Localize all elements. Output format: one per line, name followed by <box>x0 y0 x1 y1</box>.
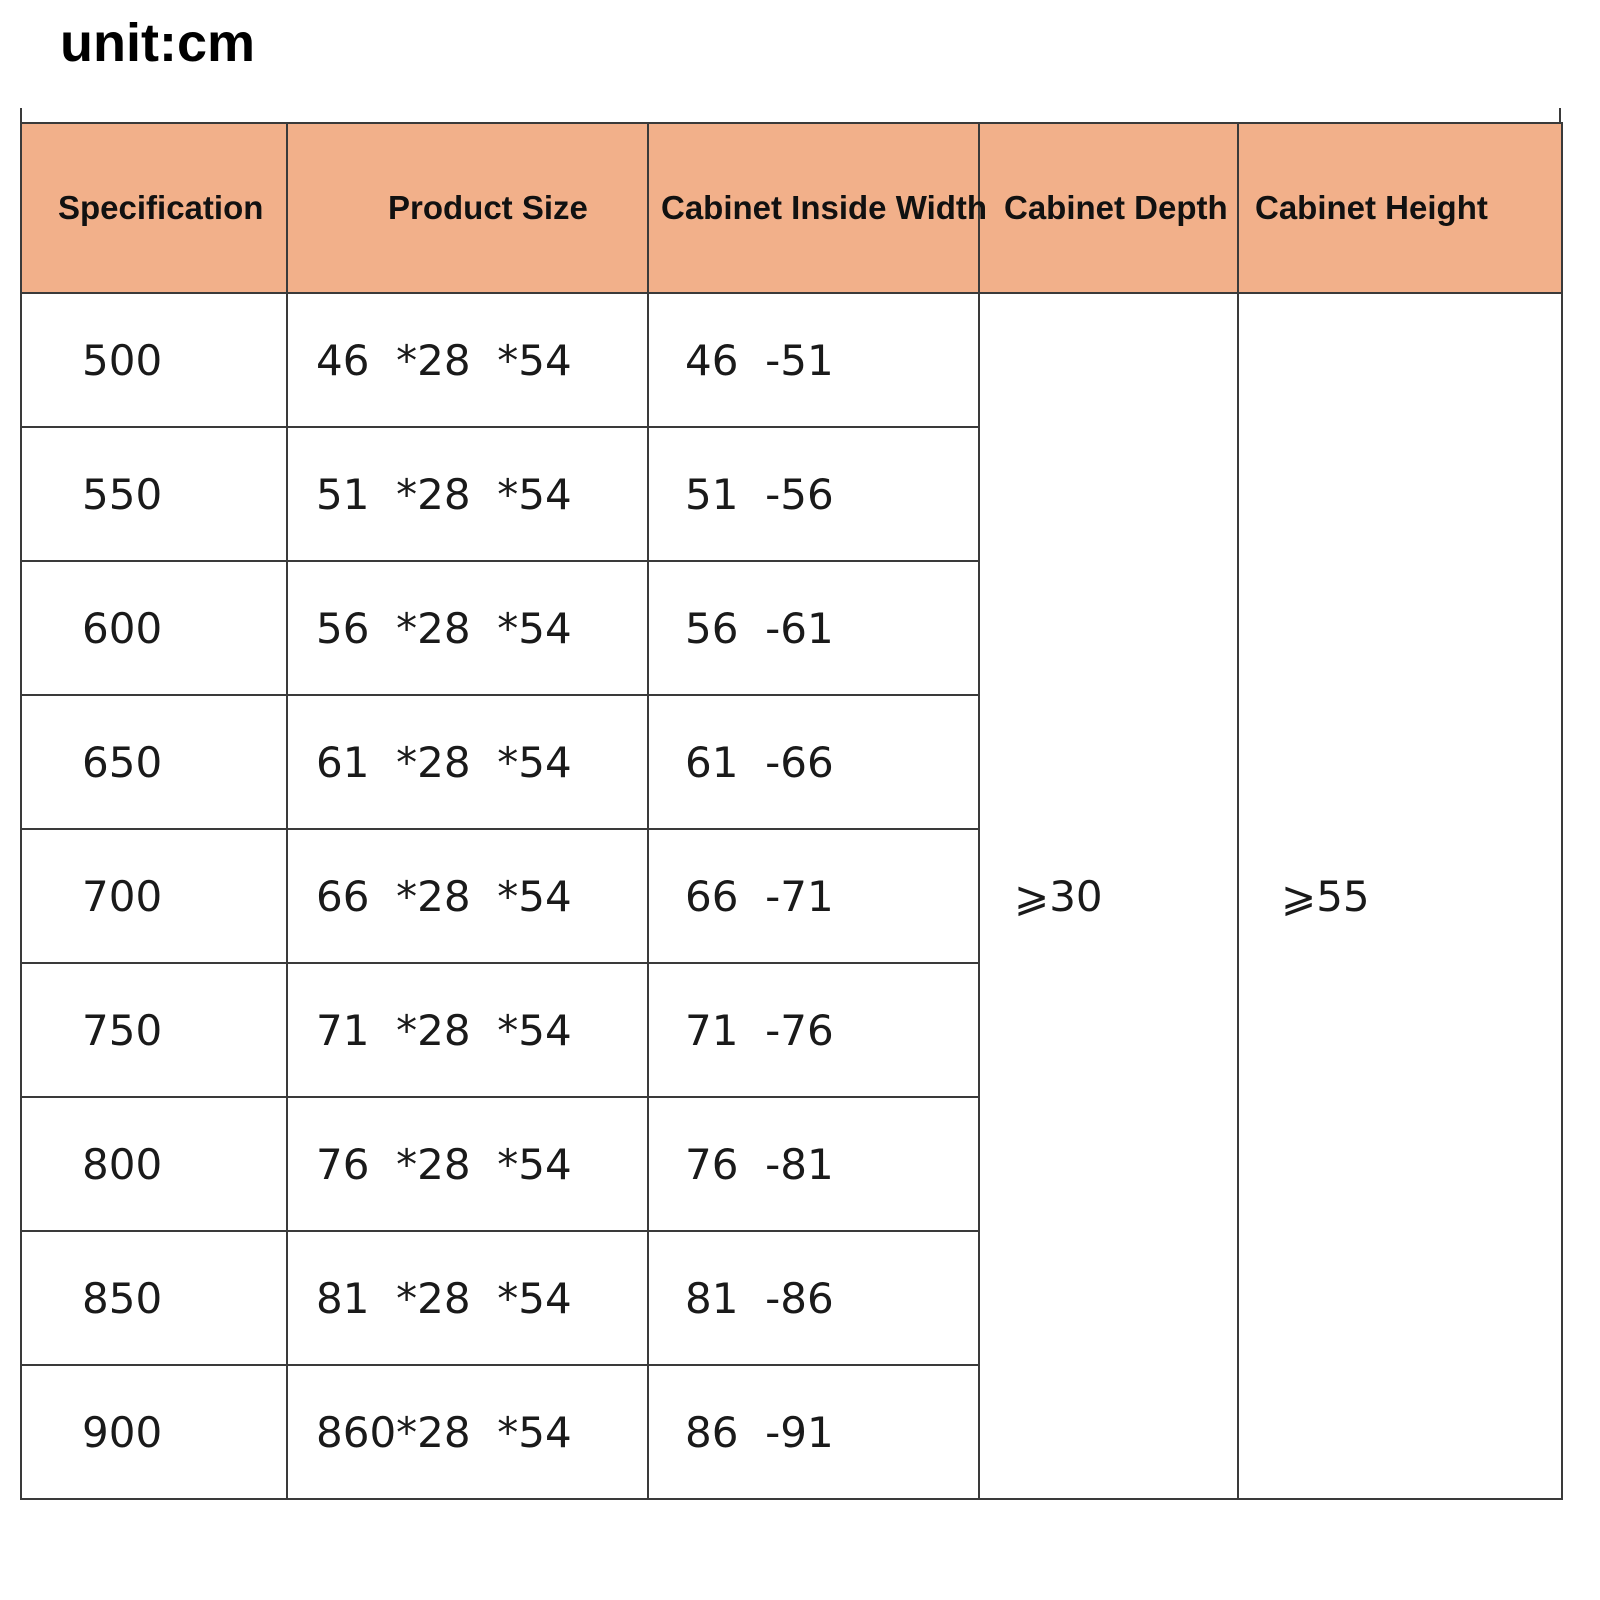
header-product-size: Product Size <box>287 123 648 293</box>
cell-product-size: 51 *28 *54 <box>287 427 648 561</box>
header-cabinet-depth: Cabinet Depth <box>979 123 1238 293</box>
unit-label: unit:cm <box>60 13 255 73</box>
cell-cabinet-inside-width: 56 -61 <box>648 561 979 695</box>
header-specification: Specification <box>21 123 287 293</box>
cell-cabinet-inside-width: 86 -91 <box>648 1365 979 1499</box>
cell-product-size: 56 *28 *54 <box>287 561 648 695</box>
cell-cabinet-inside-width: 61 -66 <box>648 695 979 829</box>
specification-table <box>20 122 1563 1500</box>
cell-specification: 600 <box>21 561 287 695</box>
cell-specification: 850 <box>21 1231 287 1365</box>
header-row <box>21 123 1562 293</box>
cell-product-size: 76 *28 *54 <box>287 1097 648 1231</box>
cell-product-size: 46 *28 *54 <box>287 293 648 427</box>
header-cabinet-height: Cabinet Height <box>1238 123 1562 293</box>
cell-specification: 650 <box>21 695 287 829</box>
cell-cabinet-inside-width: 66 -71 <box>648 829 979 963</box>
cell-specification: 500 <box>21 293 287 427</box>
cell-cabinet-inside-width: 51 -56 <box>648 427 979 561</box>
header-cabinet-inside-width: Cabinet Inside Width <box>648 123 979 293</box>
cell-cabinet-height: ⩾55 <box>1238 293 1562 1499</box>
cell-cabinet-inside-width: 76 -81 <box>648 1097 979 1231</box>
cell-specification: 900 <box>21 1365 287 1499</box>
cell-product-size: 860*28 *54 <box>287 1365 648 1499</box>
cell-specification: 700 <box>21 829 287 963</box>
cell-specification: 550 <box>21 427 287 561</box>
table-row <box>21 293 1562 427</box>
cell-product-size: 61 *28 *54 <box>287 695 648 829</box>
cell-product-size: 81 *28 *54 <box>287 1231 648 1365</box>
cell-cabinet-depth: ⩾30 <box>979 293 1238 1499</box>
cell-product-size: 71 *28 *54 <box>287 963 648 1097</box>
cell-cabinet-inside-width: 81 -86 <box>648 1231 979 1365</box>
cell-product-size: 66 *28 *54 <box>287 829 648 963</box>
cell-specification: 800 <box>21 1097 287 1231</box>
cell-cabinet-inside-width: 46 -51 <box>648 293 979 427</box>
cell-cabinet-inside-width: 71 -76 <box>648 963 979 1097</box>
cell-specification: 750 <box>21 963 287 1097</box>
